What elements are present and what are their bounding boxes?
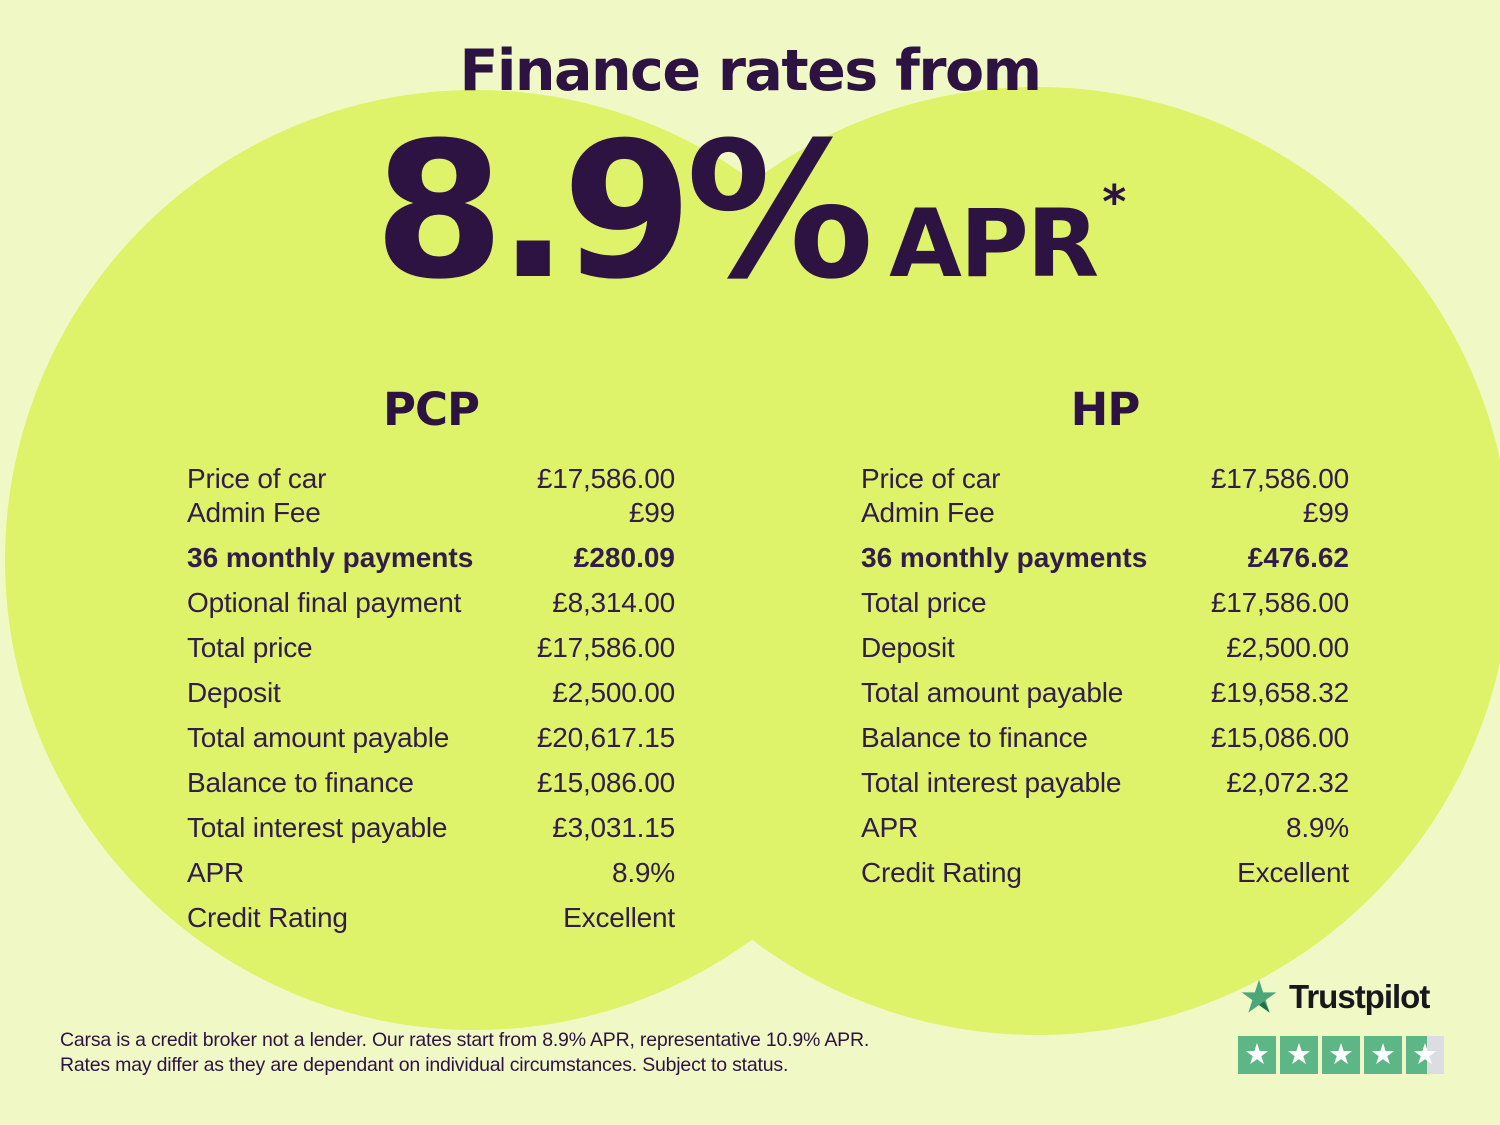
finance-row — [861, 541, 1349, 575]
finance-column-hp — [861, 383, 1349, 901]
star-icon: ★ — [1286, 1036, 1312, 1071]
row-value: 8.9% — [1285, 812, 1349, 843]
row-value: £20,617.15 — [536, 722, 675, 753]
row-value: £17,586.00 — [536, 463, 675, 494]
row-value: £280.09 — [573, 542, 675, 573]
row-label: APR — [187, 857, 244, 888]
rate-suffix: APR — [889, 190, 1098, 299]
row-label: Deposit — [861, 632, 955, 663]
row-value: £476.62 — [1247, 542, 1349, 573]
finance-row — [187, 721, 675, 755]
row-label: Optional final payment — [187, 587, 462, 618]
row-label: Total price — [187, 632, 313, 663]
column-title: HP — [1070, 383, 1140, 436]
star-box-full — [1280, 1036, 1318, 1074]
row-value: £99 — [628, 497, 675, 528]
finance-row — [861, 586, 1349, 620]
row-value: £17,586.00 — [536, 632, 675, 663]
row-value: Excellent — [1237, 857, 1349, 888]
row-value: £2,072.32 — [1226, 767, 1349, 798]
star-icon: ★ — [1370, 1036, 1396, 1071]
rows — [187, 462, 675, 935]
rate-asterisk: * — [1102, 175, 1127, 229]
row-value: £8,314.00 — [552, 587, 675, 618]
row-label: Credit Rating — [861, 857, 1022, 888]
row-label: Deposit — [187, 677, 281, 708]
page-title: Finance rates from — [459, 38, 1041, 104]
row-label: Total amount payable — [187, 722, 450, 753]
row-value: Excellent — [563, 902, 675, 933]
row-label: Total price — [861, 587, 987, 618]
row-value: £19,658.32 — [1210, 677, 1349, 708]
finance-row — [861, 766, 1349, 800]
finance-row — [187, 496, 675, 530]
star-icon: ★ — [1412, 1036, 1438, 1071]
row-label: Price of car — [861, 463, 1001, 494]
star-box-partial — [1406, 1036, 1444, 1074]
star-box-full — [1364, 1036, 1402, 1074]
row-label: Price of car — [187, 463, 327, 494]
finance-row — [187, 631, 675, 665]
row-value: £17,586.00 — [1210, 463, 1349, 494]
row-label: Total amount payable — [861, 677, 1124, 708]
row-value: £99 — [1302, 497, 1349, 528]
rating-stars — [1238, 1036, 1444, 1074]
row-value: £3,031.15 — [552, 812, 675, 843]
finance-row — [187, 766, 675, 800]
trustpilot-brand-text: Trustpilot — [1289, 978, 1430, 1015]
row-label: Balance to finance — [861, 722, 1088, 753]
star-box-full — [1238, 1036, 1276, 1074]
row-value: £17,586.00 — [1210, 587, 1349, 618]
trustpilot-star-icon — [1238, 977, 1280, 1017]
row-label: Credit Rating — [187, 902, 348, 933]
finance-row — [187, 462, 675, 496]
row-value: £2,500.00 — [1226, 632, 1349, 663]
row-label: 36 monthly payments — [861, 542, 1148, 573]
finance-row — [187, 586, 675, 620]
finance-row — [187, 811, 675, 845]
row-label: Admin Fee — [861, 497, 995, 528]
trustpilot-logo — [1238, 977, 1429, 1017]
star-box-full — [1322, 1036, 1360, 1074]
finance-row — [861, 676, 1349, 710]
row-value: 8.9% — [611, 857, 675, 888]
row-value: £2,500.00 — [552, 677, 675, 708]
finance-column-pcp — [187, 383, 675, 946]
disclaimer-text — [60, 1028, 880, 1078]
finance-row — [861, 856, 1349, 890]
rows — [861, 462, 1349, 890]
headline-rate — [0, 102, 1500, 321]
finance-row — [187, 901, 675, 935]
row-label: Total interest payable — [861, 767, 1122, 798]
row-label: Total interest payable — [187, 812, 448, 843]
row-value: £15,086.00 — [536, 767, 675, 798]
rate-value: 8.9% — [373, 102, 868, 321]
finance-row — [861, 631, 1349, 665]
row-label: 36 monthly payments — [187, 542, 474, 573]
finance-row — [861, 721, 1349, 755]
star-icon: ★ — [1244, 1036, 1270, 1071]
finance-row — [187, 541, 675, 575]
row-label: Balance to finance — [187, 767, 414, 798]
finance-row — [861, 496, 1349, 530]
row-label: Admin Fee — [187, 497, 321, 528]
finance-row — [861, 811, 1349, 845]
column-title: PCP — [383, 383, 479, 436]
row-label: APR — [861, 812, 918, 843]
row-value: £15,086.00 — [1210, 722, 1349, 753]
finance-row — [187, 856, 675, 890]
finance-row — [187, 676, 675, 710]
finance-row — [861, 462, 1349, 496]
disclaimer-line-2: Rates may differ as they are dependant on individual circumstances. Subject to status. — [60, 1054, 789, 1076]
disclaimer-line-1: Carsa is a credit broker not a lender. Our rates start from 8.9% APR, representative 10.9% APR. — [60, 1029, 870, 1051]
star-icon: ★ — [1328, 1036, 1354, 1071]
